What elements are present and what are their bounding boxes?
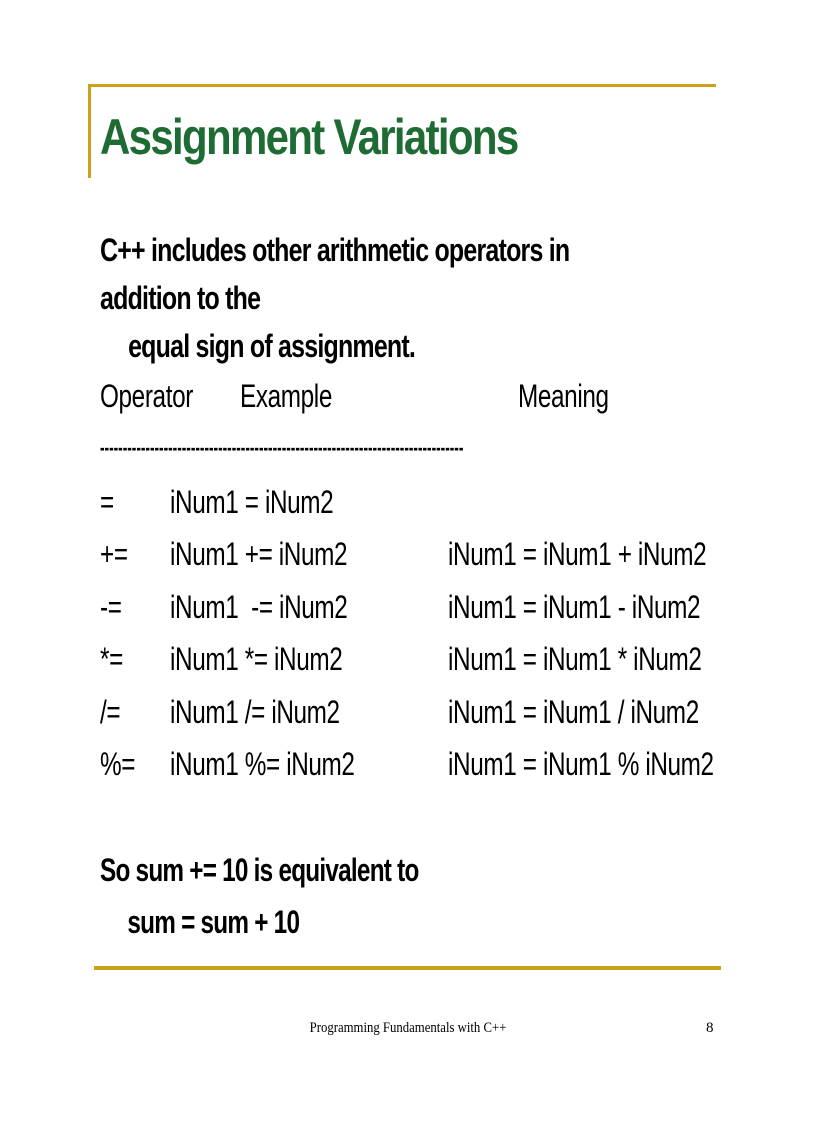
left-border-rule bbox=[88, 84, 91, 178]
intro-paragraph bbox=[100, 226, 615, 370]
row-operator: += bbox=[100, 536, 128, 572]
summary-line-2: sum = sum + 10 bbox=[127, 904, 300, 940]
top-border-rule bbox=[88, 84, 716, 87]
header-operator: Operator bbox=[100, 378, 193, 414]
row-example: iNum1 %= iNum2 bbox=[170, 746, 355, 782]
row-meaning: iNum1 = iNum1 / iNum2 bbox=[448, 694, 699, 730]
row-operator: %= bbox=[100, 746, 136, 782]
row-operator: /= bbox=[100, 694, 121, 730]
bottom-border-rule bbox=[94, 966, 721, 970]
intro-line-2: equal sign of assignment. bbox=[128, 328, 416, 364]
row-example: iNum1 -= iNum2 bbox=[170, 589, 348, 625]
header-example: Example bbox=[240, 378, 332, 414]
row-operator: = bbox=[100, 484, 114, 520]
footer-text: Programming Fundamentals with C++ bbox=[309, 1020, 507, 1036]
row-meaning: iNum1 = iNum1 % iNum2 bbox=[448, 746, 714, 782]
summary-line-1: So sum += 10 is equivalent to bbox=[100, 852, 419, 888]
table-divider: -------------------------------------------------------------------------------- bbox=[100, 435, 464, 460]
slide-title: Assignment Variations bbox=[100, 109, 518, 165]
row-example: iNum1 += iNum2 bbox=[170, 536, 348, 572]
row-example: iNum1 = iNum2 bbox=[170, 484, 334, 520]
row-operator: *= bbox=[100, 641, 123, 677]
row-operator: -= bbox=[100, 589, 122, 625]
row-meaning: iNum1 = iNum1 + iNum2 bbox=[448, 536, 707, 572]
row-meaning: iNum1 = iNum1 - iNum2 bbox=[448, 589, 701, 625]
header-meaning: Meaning bbox=[518, 378, 609, 414]
row-example: iNum1 /= iNum2 bbox=[170, 694, 340, 730]
intro-line-1: C++ includes other arithmetic operators in addition to the bbox=[100, 232, 570, 316]
summary-paragraph bbox=[100, 844, 419, 948]
row-example: iNum1 *= iNum2 bbox=[170, 641, 343, 677]
page-number: 8 bbox=[706, 1020, 714, 1036]
row-meaning: iNum1 = iNum1 * iNum2 bbox=[448, 641, 702, 677]
